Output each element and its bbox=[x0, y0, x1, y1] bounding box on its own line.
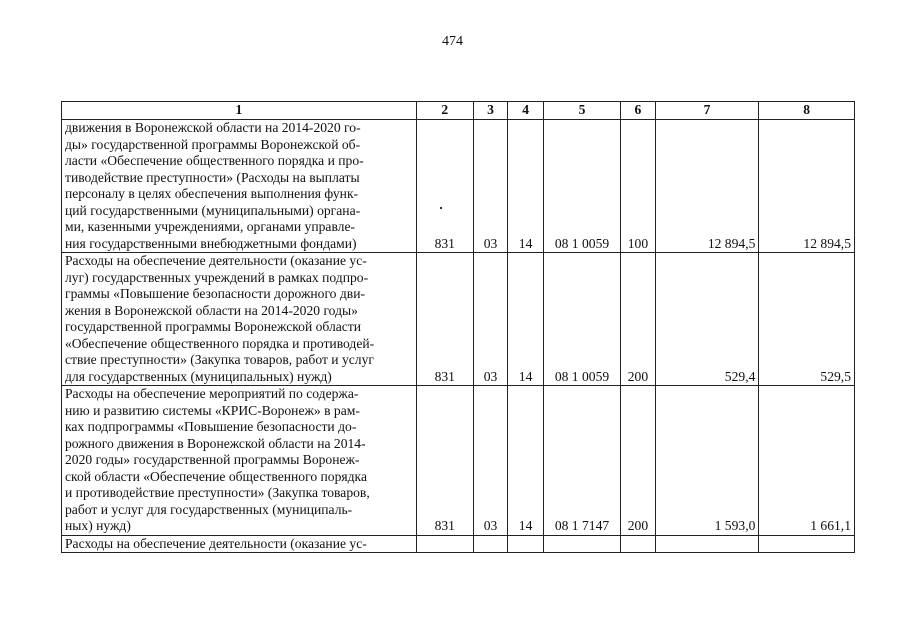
row-description: движения в Воронежской области на 2014-2020 го- ды» государственной программы Воронежской об- ласти «Обеспечение общественного порядка и про- тиводействие преступности» (Расходы на выплаты персоналу в целях обеспечения выполнения функ- ций государственными (муниципальными) органа- ми, казенными учреждениями, органами управле- ния государственными внебюджетными фондами) bbox=[62, 120, 417, 253]
table-header-row bbox=[62, 102, 855, 120]
row-description: Расходы на обеспечение деятельности (оказание ус- луг) государственных учреждений в рамках подпро- граммы «Повышение безопасности дорожного дви- жения в Воронежской области на 2014-2020 годы» государственной программы Воронежской области «Обеспечение общественного порядка и противодей- ствие преступности» (Закупка товаров, работ и услуг для государственных (муниципальных) нужд) bbox=[62, 253, 417, 386]
budget-table bbox=[61, 101, 855, 553]
column-header: 8 bbox=[759, 102, 855, 120]
cell-ministry-code: 831 bbox=[416, 386, 473, 536]
cell-expense-type: 100 bbox=[621, 120, 656, 253]
cell-subsection: 14 bbox=[508, 386, 544, 536]
column-header: 4 bbox=[508, 102, 544, 120]
cell-ministry-code: 831 bbox=[416, 120, 473, 253]
cell-amount-1: 1 593,0 bbox=[655, 386, 759, 536]
cell-target-article: 08 1 7147 bbox=[543, 386, 620, 536]
cell-target-article: 08 1 0059 bbox=[543, 253, 620, 386]
page-number: 474 bbox=[442, 34, 463, 49]
cell-expense-type: 200 bbox=[621, 253, 656, 386]
column-header: 3 bbox=[473, 102, 508, 120]
table-row bbox=[62, 253, 855, 386]
empty-cell bbox=[621, 535, 656, 553]
empty-cell bbox=[759, 535, 855, 553]
empty-cell bbox=[508, 535, 544, 553]
empty-cell bbox=[473, 535, 508, 553]
empty-cell bbox=[543, 535, 620, 553]
cell-amount-2: 1 661,1 bbox=[759, 386, 855, 536]
cell-amount-1: 12 894,5 bbox=[655, 120, 759, 253]
cell-section: 03 bbox=[473, 120, 508, 253]
row-description: Расходы на обеспечение мероприятий по содержа- нию и развитию системы «КРИС-Воронеж» в рам- ках подпрограммы «Повышение безопасности до- рожного движения в Воронежской области на 2014- 2020 годы» государственной программы Воронеж- ской области «Обеспечение общественного порядка и противодействие преступности» (Закупка товаров, работ и услуг для государственных (муниципаль- ных) нужд) bbox=[62, 386, 417, 536]
column-header: 1 bbox=[62, 102, 417, 120]
cell-target-article: 08 1 0059 bbox=[543, 120, 620, 253]
cell-amount-1: 529,4 bbox=[655, 253, 759, 386]
cell-subsection: 14 bbox=[508, 253, 544, 386]
row-description: Расходы на обеспечение деятельности (оказание ус- bbox=[62, 535, 417, 553]
table-row bbox=[62, 120, 855, 253]
cell-amount-2: 12 894,5 bbox=[759, 120, 855, 253]
table-row bbox=[62, 386, 855, 536]
cell-section: 03 bbox=[473, 386, 508, 536]
empty-cell bbox=[655, 535, 759, 553]
column-header: 7 bbox=[655, 102, 759, 120]
column-header: 5 bbox=[543, 102, 620, 120]
column-header: 6 bbox=[621, 102, 656, 120]
table-row-partial bbox=[62, 535, 855, 553]
cell-expense-type: 200 bbox=[621, 386, 656, 536]
column-header: 2 bbox=[416, 102, 473, 120]
cell-ministry-code: 831 bbox=[416, 253, 473, 386]
cell-section: 03 bbox=[473, 253, 508, 386]
cell-subsection: 14 bbox=[508, 120, 544, 253]
empty-cell bbox=[416, 535, 473, 553]
cell-amount-2: 529,5 bbox=[759, 253, 855, 386]
scan-speck bbox=[440, 207, 442, 209]
